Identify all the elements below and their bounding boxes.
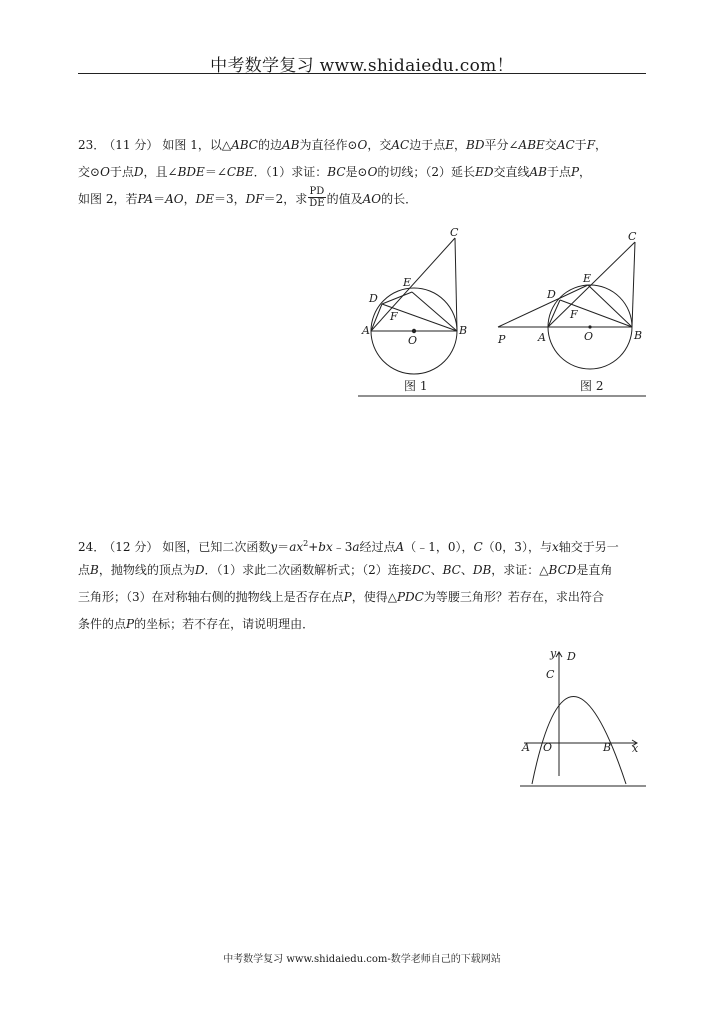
fig2-label-b: B	[634, 329, 643, 342]
text: ，	[579, 165, 592, 179]
text: +	[308, 540, 319, 554]
fig1-label-b: B	[459, 324, 468, 337]
math-var: O	[367, 165, 378, 179]
fraction-numerator: PD	[309, 186, 325, 197]
fig1-label-a: A	[362, 324, 370, 337]
math-var: O	[357, 138, 368, 152]
fig1-caption: 图 1	[404, 379, 428, 393]
math-var: ABC	[231, 138, 258, 152]
parabola-graph-svg	[520, 644, 646, 788]
text: 的坐标；若不存在，请说明理由．	[134, 617, 315, 631]
text: 、	[460, 563, 473, 577]
fig1-label-f: F	[390, 310, 398, 323]
fig2-label-a: A	[538, 331, 546, 344]
math-var: F	[586, 138, 596, 152]
text: ，求证：△	[491, 563, 549, 577]
math-var: DB	[472, 563, 492, 577]
text: 于点	[109, 165, 134, 179]
math-var: DE	[195, 192, 215, 206]
problem-24-line-2	[78, 557, 646, 584]
math-var: AB	[529, 165, 547, 179]
math-var: CBE	[226, 165, 254, 179]
fig1-line-eb	[412, 292, 457, 331]
text: 是⊙	[345, 165, 368, 179]
math-var: O	[100, 165, 110, 179]
text: ，	[183, 192, 196, 206]
math-var: BCD	[548, 563, 577, 577]
text: ﹣3	[332, 540, 353, 554]
page-header-title: 中考数学复习 www.shidaiedu.com！	[210, 56, 514, 76]
text: 是直角	[576, 563, 613, 577]
problem-score: （11 分）	[109, 138, 159, 152]
text: ＝∠	[204, 165, 227, 179]
text: ，且∠	[143, 165, 178, 179]
fig2-line-ac	[548, 242, 635, 327]
fig2-label-f: F	[570, 308, 578, 321]
math-var: BC	[442, 563, 461, 577]
problem-24-line-3	[78, 584, 646, 611]
fig1-center-dot	[412, 329, 416, 333]
fig1-label-c: C	[450, 226, 459, 239]
text: 三角形；（3）在对称轴右侧的抛物线上是否存在点	[78, 590, 344, 604]
math-var: P	[343, 590, 352, 604]
text: ＝2，求	[263, 192, 308, 206]
text: 交⊙	[78, 165, 101, 179]
math-var: AO	[362, 192, 382, 206]
text: 的长．	[381, 192, 418, 206]
text: （0，3），与	[482, 540, 552, 554]
problem-24-line-1	[78, 530, 646, 557]
math-var: y	[270, 540, 278, 554]
math-var: DC	[411, 563, 431, 577]
label-x: x	[632, 742, 639, 755]
math-var: P	[570, 165, 580, 179]
label-c: C	[546, 668, 555, 681]
text: ＝	[153, 192, 166, 206]
header-divider	[78, 73, 646, 74]
text: 为直径作⊙	[299, 138, 358, 152]
text: ＝	[277, 540, 290, 554]
math-var: E	[445, 138, 455, 152]
problem-23-figures	[358, 222, 646, 398]
text: 条件的点	[78, 617, 127, 631]
text: 如图 1，以△	[162, 138, 232, 152]
text: 轴交于另一	[558, 540, 619, 554]
fig1-label-d: D	[369, 292, 378, 305]
problem-number: 23．	[78, 138, 106, 152]
math-var: DF	[245, 192, 264, 206]
math-var: P	[126, 617, 135, 631]
math-var: ax	[289, 540, 304, 554]
math-var: BD	[466, 138, 485, 152]
math-var: AO	[165, 192, 184, 206]
problem-23-line-3	[78, 186, 646, 213]
text: 于点	[546, 165, 571, 179]
text: ，交	[367, 138, 392, 152]
label-y: y	[550, 647, 557, 660]
label-a: A	[522, 741, 530, 754]
problem-23-line-1	[78, 132, 646, 159]
text: 的切线；（2）延长	[377, 165, 476, 179]
problem-number: 24．	[78, 540, 106, 554]
fig2-label-d: D	[547, 288, 556, 301]
label-d: D	[567, 650, 576, 663]
text: 平分∠	[484, 138, 519, 152]
fig2-center-dot	[588, 325, 591, 328]
fig2-caption: 图 2	[580, 379, 604, 393]
math-var: bx	[318, 540, 333, 554]
problem-24-figure	[520, 644, 646, 788]
text: 边于点	[409, 138, 446, 152]
fig1-line-bc	[455, 238, 457, 331]
math-var: BDE	[177, 165, 205, 179]
fig1-label-o: O	[408, 334, 418, 347]
fraction-denominator: DE	[309, 198, 325, 209]
fig2-label-c: C	[628, 230, 637, 243]
math-var: x	[551, 540, 559, 554]
math-var: A	[395, 540, 405, 554]
text: 于	[574, 138, 587, 152]
fig2-label-e: E	[583, 272, 592, 285]
geometry-figures-svg	[358, 222, 646, 398]
fig1-label-e: E	[403, 276, 412, 289]
problem-24-line-4	[78, 611, 646, 638]
text: 如图 2，若	[78, 192, 138, 206]
math-var: AC	[556, 138, 575, 152]
problem-23	[78, 132, 646, 213]
math-var: a	[352, 540, 360, 554]
math-var: AB	[281, 138, 300, 152]
text: 如图，已知二次函数	[162, 540, 271, 554]
math-var: BC	[327, 165, 346, 179]
fig2-label-p: P	[498, 333, 506, 346]
text: ．（1）求证：	[253, 165, 328, 179]
text: 的边	[257, 138, 282, 152]
fig2-label-o: O	[584, 330, 594, 343]
math-var: ABE	[518, 138, 545, 152]
text: 为等腰三角形？若存在，求出符合	[423, 590, 604, 604]
text: （﹣1，0），	[404, 540, 474, 554]
math-var: B	[90, 563, 99, 577]
text: ，	[595, 138, 608, 152]
text: 、	[430, 563, 443, 577]
text: 经过点	[359, 540, 396, 554]
math-var: PDC	[396, 590, 424, 604]
text: 的值及	[326, 192, 363, 206]
problem-24	[78, 530, 646, 638]
text: ，	[454, 138, 467, 152]
math-var: PA	[137, 192, 154, 206]
label-b: B	[603, 741, 612, 754]
fig2-line-eb	[588, 285, 632, 327]
text: ．（1）求此二次函数解析式；（2）连接	[204, 563, 412, 577]
math-var: D	[133, 165, 144, 179]
fig1-line-ac	[371, 238, 455, 331]
math-var: AC	[391, 138, 410, 152]
text: ＝3，	[214, 192, 246, 206]
page-footer: 中考数学复习 www.shidaiedu.com-数学老师自己的下载网站	[223, 954, 501, 965]
text: ，使得△	[351, 590, 397, 604]
text: 点	[78, 563, 91, 577]
problem-23-line-2	[78, 159, 646, 186]
math-var: C	[473, 540, 483, 554]
text: ，抛物线的顶点为	[98, 563, 195, 577]
math-exponent: 2	[303, 539, 309, 548]
fig2-line-bc	[632, 242, 635, 327]
label-o: O	[543, 741, 553, 754]
math-var: ED	[475, 165, 494, 179]
text: 交直线	[493, 165, 530, 179]
problem-score: （12 分）	[109, 540, 159, 554]
text: 交	[544, 138, 557, 152]
fraction-pd-over-de	[308, 186, 325, 209]
math-var: D	[194, 563, 205, 577]
